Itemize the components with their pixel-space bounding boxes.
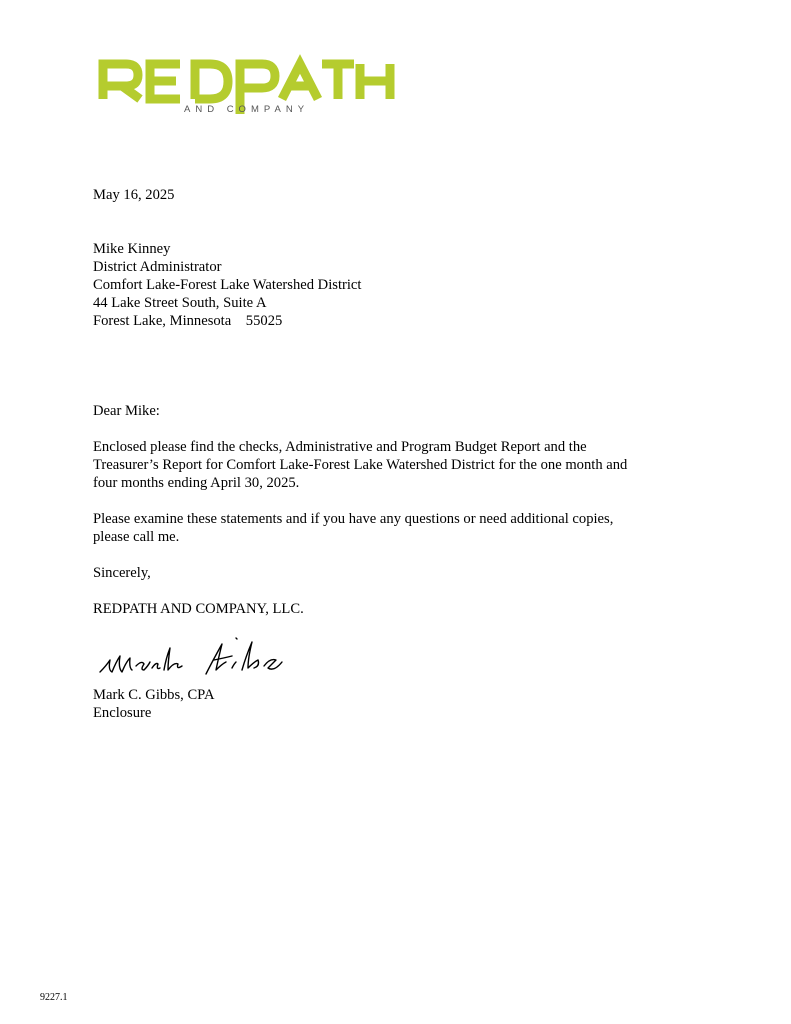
salutation: Dear Mike: bbox=[93, 403, 160, 419]
body-paragraph bbox=[93, 438, 693, 492]
enclosure-note: Enclosure bbox=[93, 705, 152, 721]
body-line: please call me. bbox=[93, 529, 180, 545]
recipient-title: District Administrator bbox=[93, 259, 222, 275]
signer-name: Mark C. Gibbs, CPA bbox=[93, 687, 215, 703]
recipient-name: Mike Kinney bbox=[93, 241, 171, 257]
body-paragraph bbox=[93, 510, 693, 546]
handwritten-signature bbox=[96, 632, 296, 682]
recipient-street: 44 Lake Street South, Suite A bbox=[93, 295, 267, 311]
recipient-address bbox=[93, 240, 693, 330]
letter-date: May 16, 2025 bbox=[93, 187, 175, 203]
closing: Sincerely, bbox=[93, 565, 151, 581]
body-line: Treasurer’s Report for Comfort Lake-Forest Lake Watershed District for the one month and bbox=[93, 457, 628, 473]
body-line: four months ending April 30, 2025. bbox=[93, 475, 300, 491]
company-logo bbox=[98, 52, 398, 120]
firm-name: REDPATH AND COMPANY, LLC. bbox=[93, 601, 304, 617]
logo-wordmark bbox=[98, 120, 99, 121]
document-code: 9227.1 bbox=[40, 992, 68, 1003]
letter-body bbox=[93, 186, 693, 618]
firm-block bbox=[93, 600, 693, 618]
closing-block bbox=[93, 564, 693, 582]
signer-block bbox=[93, 686, 215, 722]
body-line: Enclosed please find the checks, Administrative and Program Budget Report and the bbox=[93, 439, 587, 455]
recipient-city-state-zip: Forest Lake, Minnesota 55025 bbox=[93, 313, 283, 329]
body-line: Please examine these statements and if you have any questions or need additional copies, bbox=[93, 511, 614, 527]
recipient-organization: Comfort Lake-Forest Lake Watershed District bbox=[93, 277, 362, 293]
logo-tagline: AND COMPANY bbox=[184, 104, 310, 115]
